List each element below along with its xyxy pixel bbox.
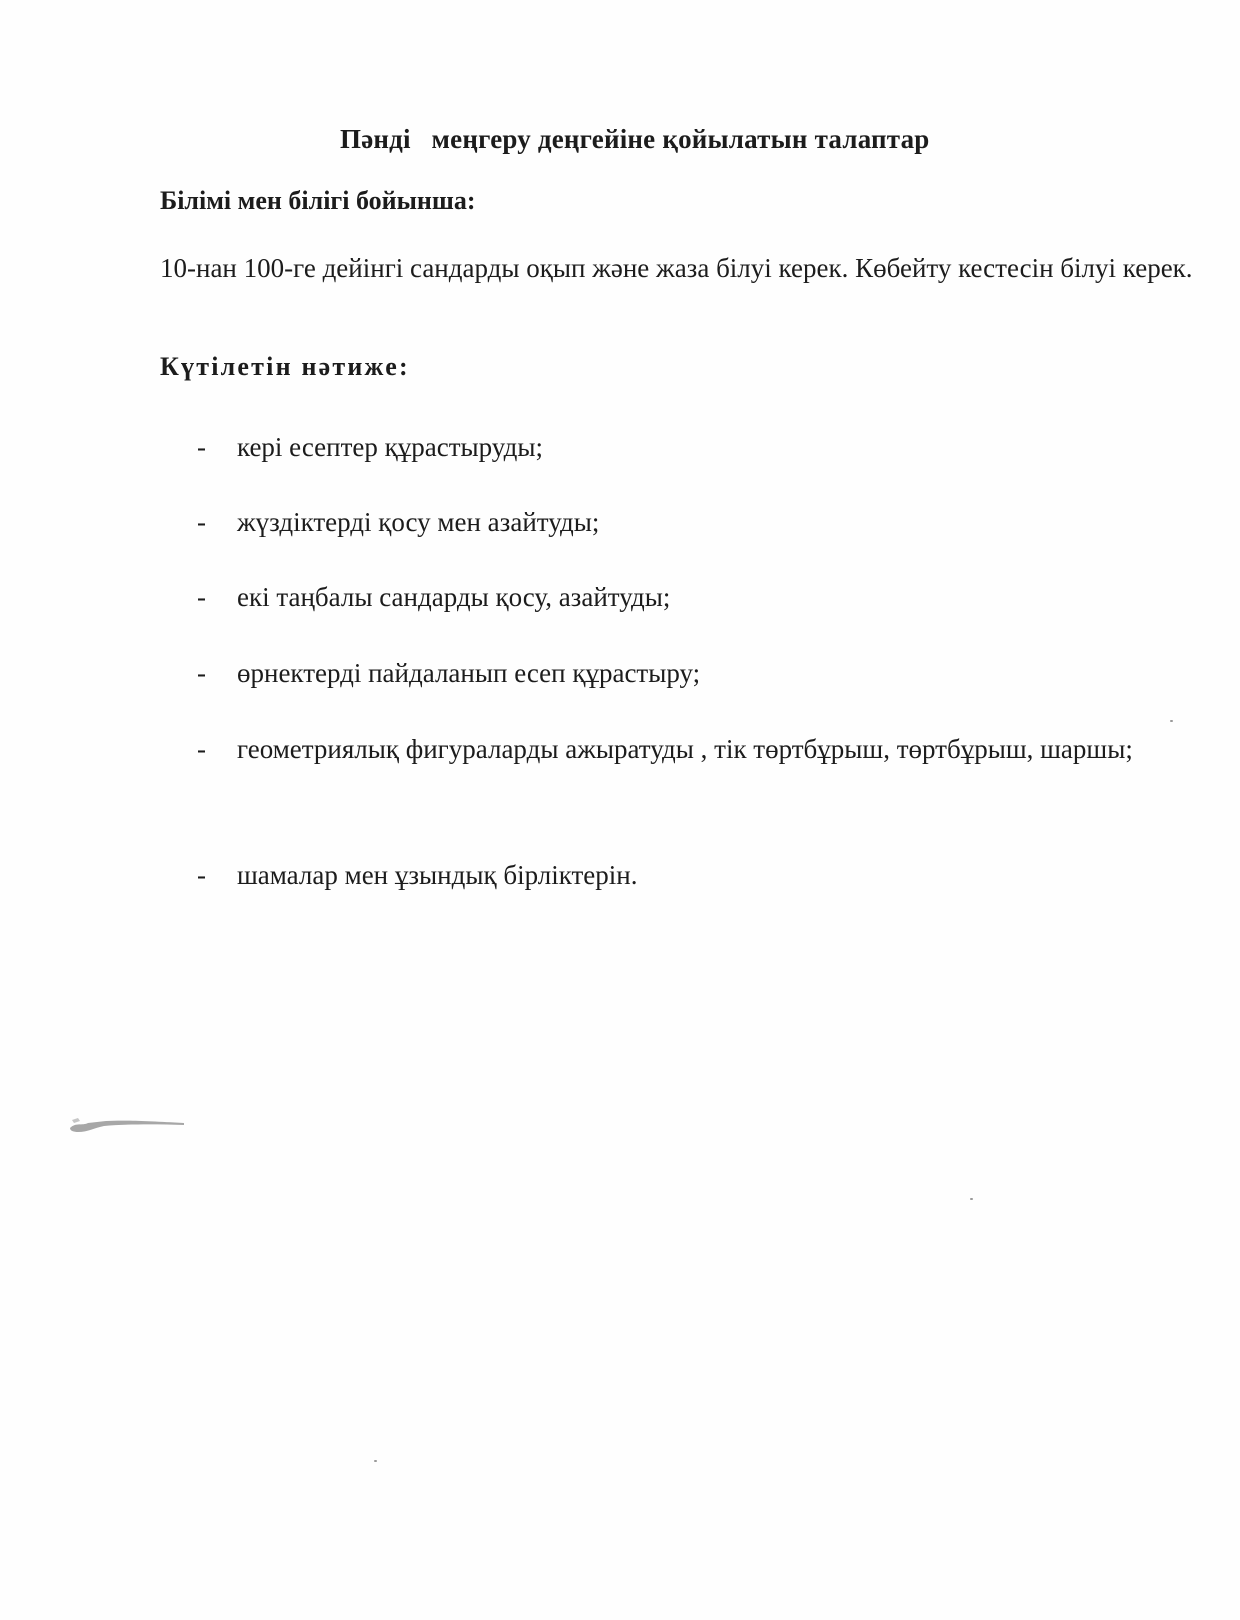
bullet-dash: - (197, 582, 206, 612)
list-item-text: өрнектерді пайдаланып есеп құрастыру; (237, 658, 701, 688)
bullet-dash: - (197, 507, 206, 537)
ink-smudge (66, 1112, 186, 1134)
list-item (197, 500, 1177, 544)
knowledge-paragraph: 10-нан 100-ге дейінгі сандарды оқып және жаза білуі керек. Көбейту кестесін білуі керек. (160, 253, 1193, 283)
list-item-text: геометриялық фигураларды ажыратуды , тік төртбұрыш, төртбұрыш, шаршы; (237, 734, 1133, 764)
bullet-dash: - (197, 860, 206, 890)
scan-speck (374, 1460, 377, 1462)
bullet-dash: - (197, 734, 206, 764)
scan-speck (970, 1198, 973, 1200)
scan-speck (1170, 720, 1173, 722)
outcome-heading: Күтілетін нәтиже: (160, 352, 410, 381)
list-item-text: жүздіктерді қосу мен азайтуды; (237, 507, 600, 537)
list-item-text: екі таңбалы сандарды қосу, азайтуды; (237, 582, 671, 612)
list-item (197, 425, 1177, 469)
list-item (197, 853, 1177, 897)
list-item (197, 651, 1177, 695)
bullet-dash: - (197, 658, 206, 688)
list-item (197, 727, 1177, 771)
bullet-dash: - (197, 432, 206, 462)
list-item-text: шамалар мен ұзындық бірліктерін. (237, 860, 638, 890)
page-title: Пәнді меңгеру деңгейіне қойылатын талаптар (340, 124, 930, 154)
knowledge-heading: Білімі мен білігі бойынша: (160, 186, 476, 215)
list-item-text: кері есептер құрастыруды; (237, 432, 543, 462)
list-item (197, 575, 1177, 619)
